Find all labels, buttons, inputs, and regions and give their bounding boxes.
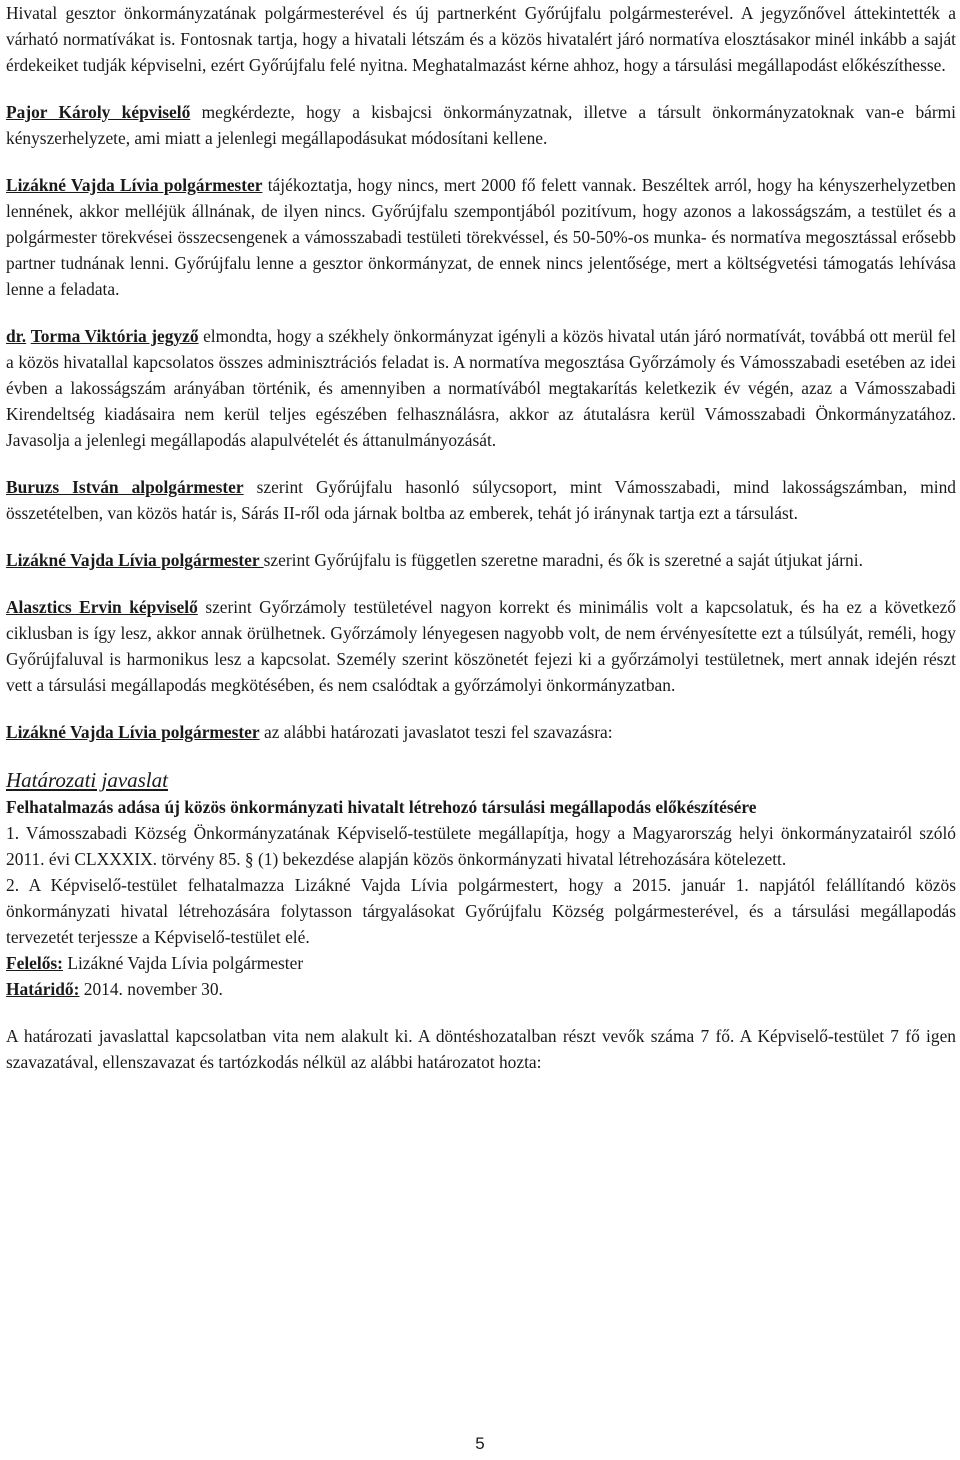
- paragraph-lizakne-1: [6, 172, 956, 302]
- paragraph-pajor: [6, 99, 956, 151]
- page-number: 5: [475, 1434, 485, 1453]
- paragraph-text: tájékoztatja, hogy nincs, mert 2000 fő felett vannak. Beszéltek arról, hogy ha kényszerhelyzetben lennének, akkor melléjük állnának, de ilyen nincs. Győrújfalu szempontjából pozitívum, hogy azonos a lakosságszám, a testület és a polgármester törekvései összecsengenek a vámosszabadi testületi törekvéssel, és 50-50%-os munka- és normatíva megosztással erősebb partner tudnának lenni. Győrújfalu lenne a gesztor önkormányzat, de ennek nincs jelentősége, mert a költségvetési támogatás lehívása lenne a feladata.: [6, 175, 956, 299]
- paragraph-text: elmondta, hogy a székhely önkormányzat igényli a közös hivatal után járó normatívát, továbbá ott merül fel a közös hivatallal kapcsolatos összes adminisztrációs feladat is. A normatíva megosztása Győrzámoly és Vámosszabadi esetében az idei évben a lakosságszám arányában történik, és amennyiben a normatívából megtakarítás keletkezik év végén, azaz a Vámosszabadi Kirendeltség kiadásaira nem kerül teljes egészében felhasználásra, akkor az átutalásra kerül Vámosszabadi Önkormányzatához. Javasolja a jelenlegi megállapodás alapulvételét és áttanulmányozását.: [6, 326, 956, 450]
- responsible-label: Felelős:: [6, 953, 63, 973]
- resolution-block: [6, 766, 956, 1002]
- paragraph-torma: [6, 323, 956, 453]
- paragraph-text: szerint Győrújfalu hasonló súlycsoport, mint Vámosszabadi, mind lakosságszámban, mind összetételben, van közös határ is, Sárás II-ről oda járnak boltba az emberek, tehát jó iránynak tartja ezt a társulást.: [6, 477, 956, 523]
- paragraph-lizakne-3: [6, 719, 956, 745]
- paragraph-text: megkérdezte, hogy a kisbajcsi önkormányzatnak, illetve a társult önkormányzatoknak van-e bármi kényszerhelyzete, ami miatt a jelenlegi megállapodásukat módosítani kellene.: [6, 102, 957, 148]
- resolution-title: Felhatalmazás adása új közös önkormányzati hivatalt létrehozó társulási megállapodás előkészítésére: [6, 797, 757, 817]
- paragraph-lizakne-2: [6, 547, 956, 573]
- paragraph-text: szerint Győrújfalu is független szeretne maradni, és ők is szeretné a saját útjukat járni.: [263, 550, 863, 570]
- resolution-responsible: [6, 950, 956, 976]
- resolution-item-2: 2. A Képviselő-testület felhatalmazza Lizákné Vajda Lívia polgármestert, hogy a 2015. január 1. napjától felállítandó közös önkormányzati hivatal létrehozására folytasson tárgyalásokat Győrújfalu Község polgármesterével, és a társulási megállapodás tervezetét terjessze a Képviselő-testület elé.: [6, 875, 956, 947]
- resolution-heading: Határozati javaslat: [6, 768, 168, 792]
- paragraph-text: szerint Győrzámoly testületével nagyon korrekt és minimális volt a kapcsolatuk, és ha ez a következő ciklusban is így lesz, akkor annak örülhetnek. Győrzámoly lényegesen nagyobb volt, de nem érvényesítette ezt a túlsúlyát, reméli, hogy Győrújfaluval is harmonikus lesz a kapcsolat. Személy szerint köszönetét fejezi ki a győrzámolyi testületnek, mert annak idején részt vett a társulási megállapodás megkötésében, és nem csalódtak a győrzámolyi önkormányzatban.: [6, 597, 957, 695]
- speaker-name: Buruzs István alpolgármester: [6, 477, 244, 497]
- paragraph-text: az alábbi határozati javaslatot teszi fel szavazásra:: [259, 722, 613, 742]
- speaker-name: Pajor Károly képviselő: [6, 102, 191, 122]
- speaker-name: Lizákné Vajda Lívia polgármester: [6, 550, 264, 570]
- paragraph-intro: Hivatal gesztor önkormányzatának polgármesterével és új partnerként Győrújfalu polgármesterével. A jegyzőnővel áttekintették a várható normatívákat is. Fontosnak tartja, hogy a hivatali létszám és a közös hivatalért járó normatíva elosztásakor minél inkább a saját érdekeiket tudják képviselni, ezért Győrújfalu felé nyitna. Meghatalmazást kérne ahhoz, hogy a társulási megállapodást előkészíthesse.: [6, 3, 956, 75]
- speaker-name: Lizákné Vajda Lívia polgármester: [6, 175, 263, 195]
- speaker-name: Alasztics Ervin képviselő: [6, 597, 198, 617]
- deadline-label: Határidő:: [6, 979, 80, 999]
- responsible-value: Lizákné Vajda Lívia polgármester: [62, 953, 304, 973]
- paragraph-alasztics: [6, 594, 956, 698]
- resolution-item-1: 1. Vámosszabadi Község Önkormányzatának Képviselő-testülete megállapítja, hogy a Magyarország helyi önkormányzatairól szóló 2011. évi CLXXXIX. törvény 85. § (1) bekezdése alapján közös önkormányzati hivatal létrehozására kötelezett.: [6, 823, 956, 869]
- paragraph-vote: A határozati javaslattal kapcsolatban vita nem alakult ki. A döntéshozatalban részt vevők száma 7 fő. A Képviselő-testület 7 fő igen szavazatával, ellenszavazat és tartózkodás nélkül az alábbi határozatot hozta:: [6, 1026, 956, 1072]
- speaker-name: Torma Viktória jegyző: [30, 326, 199, 346]
- paragraph-buruzs: [6, 474, 956, 526]
- speaker-name: Lizákné Vajda Lívia polgármester: [6, 722, 260, 742]
- resolution-deadline: [6, 976, 956, 1002]
- speaker-prefix: dr.: [6, 326, 27, 346]
- deadline-value: 2014. november 30.: [79, 979, 223, 999]
- document-page: [6, 0, 956, 1096]
